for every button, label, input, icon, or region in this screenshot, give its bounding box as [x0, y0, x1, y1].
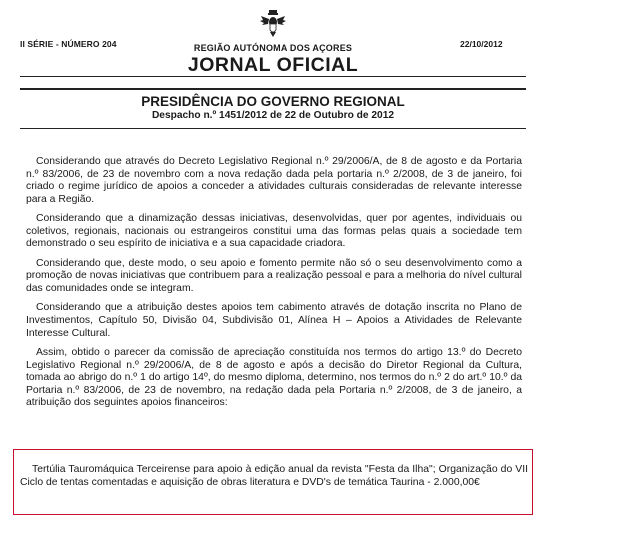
section-top-rule	[20, 88, 526, 90]
paragraph: Assim, obtido o parecer da comissão de apreciação constituída nos termos do artigo 13.º do Decreto Legislativo Regional n.º 29/2006/A, de 8 de agosto e após a decisão do Diretor Regional da Cultura, tomada ao abrigo do n.º 1 do artigo 14º, do mesmo diploma, determino, nos termos do n.º 2 do art.º 10.º da Portaria n.º 83/2006, de 23 de novembro, na redação dada pela Portaria n.º 2/2008, de 3 de janeiro, a atribuição dos seguintes apoios financeiros:	[26, 347, 522, 409]
acores-crest-icon	[260, 10, 286, 38]
header-divider	[20, 76, 526, 77]
document-body	[26, 156, 522, 417]
highlighted-support-item: Tertúlia Tauromáquica Terceirense para apoio à edição anual da revista "Festa da Ilha"; Organização do VII Ciclo de tentas comentadas e aquisição de obras literatura e DVD's de temática Taurina - 2.000,00€	[20, 464, 528, 488]
paragraph: Considerando que a atribuição destes apoios tem cabimento através de dotação inscrita no Plano de Investimentos, Capítulo 50, Divisão 04, Subdivisão 01, Alínea H – Apoios a Atividades de Relevante Interesse Cultural.	[26, 302, 522, 339]
despacho-title: Despacho n.º 1451/2012 de 22 de Outubro de 2012	[151, 110, 395, 121]
paragraph: Considerando que através do Decreto Legislativo Regional n.º 29/2006/A, de 8 de agosto e da Portaria n.º 83/2006, de 23 de novembro com a nova redação dada pela portaria n.º 2/2008, de 3 de janeiro, foi criado o regime jurídico de apoios a conceder a atividades culturais consideradas de relevante interesse para a Região.	[26, 156, 522, 205]
section-bottom-rule	[20, 128, 526, 129]
paragraph: Considerando que a dinamização dessas iniciativas, desenvolvidas, quer por agentes, individuais ou coletivos, regionais, nacionais ou estrangeiros constitui uma das formas pelas quais a sociedade tem demonstrado o seu espírito de iniciativa e a sua capacidade criadora.	[26, 213, 522, 250]
paragraph: Considerando que, deste modo, o seu apoio e fomento permite não só o seu desenvolvimento como a promoção de novas iniciativas que contribuem para a realização pessoal e para a melhoria do nível cultural das comunidades onde se integram.	[26, 257, 522, 294]
publication-date: 22/10/2012	[460, 39, 503, 49]
region-name: REGIÃO AUTÓNOMA DOS AÇORES	[193, 43, 353, 53]
journal-title: JORNAL OFICIAL	[187, 54, 359, 76]
series-number: II SÉRIE - NÚMERO 204	[20, 39, 117, 49]
section-heading: PRESIDÊNCIA DO GOVERNO REGIONAL	[141, 94, 405, 109]
